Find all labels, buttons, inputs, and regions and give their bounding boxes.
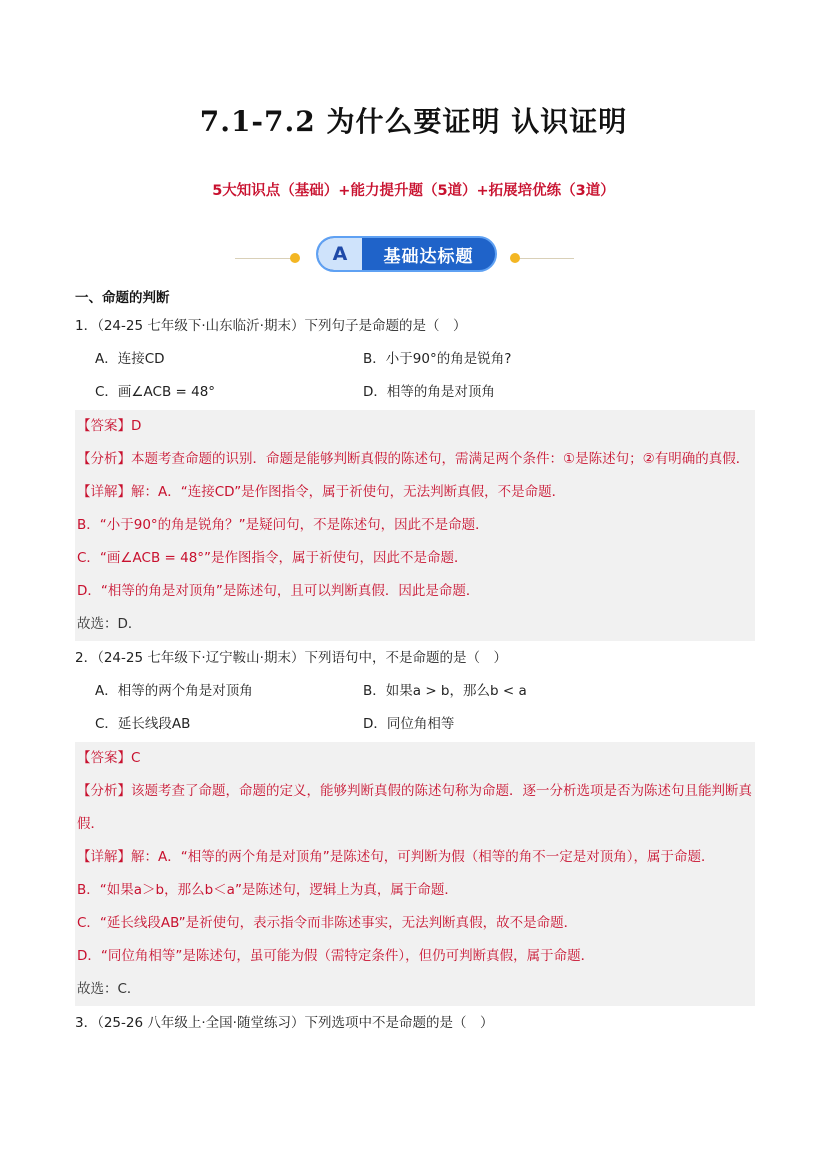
question-options xyxy=(75,675,755,741)
detail-line xyxy=(77,476,755,509)
question-stem: 2．（24-25 七年级下·辽宁鞍山·期末）下列语句中，不是命题的是（ ） xyxy=(75,650,507,666)
detail-line xyxy=(77,841,755,874)
section-body: D xyxy=(131,418,142,434)
detail-line: B．“小于90°的角是锐角？”是疑问句，不是陈述句，因此不是命题． xyxy=(77,517,489,533)
answer-line xyxy=(77,742,755,775)
detail-line: D．“相等的角是对顶角”是陈述句，且可以判断真假．因此是命题． xyxy=(77,583,480,599)
detail-line: B．“如果a＞b，那么b＜a”是陈述句，逻辑上为真，属于命题． xyxy=(77,882,458,898)
answer-box xyxy=(75,410,755,641)
section-tag: 【答案】 xyxy=(77,750,131,766)
section-body: 解：A．“连接CD”是作图指令，属于祈使句，无法判断真假，不是命题． xyxy=(131,484,566,500)
choice-line: 故选：D． xyxy=(77,616,142,632)
badge-letter: A xyxy=(318,238,362,270)
section-body: 该题考查了命题，命题的定义，能够判断真假的陈述句称为命题．逐一分析选项是否为陈述句且能判断真假． xyxy=(77,783,752,832)
section-banner xyxy=(0,234,827,274)
banner-right-line xyxy=(512,258,574,259)
option-c: C．画∠ACB = 48° xyxy=(95,384,216,400)
analysis-text xyxy=(77,443,755,476)
section-body: 本题考查命题的识别．命题是能够判断真假的陈述句，需满足两个条件：①是陈述句；②有明确的真假． xyxy=(131,451,750,467)
question-stem: 1．（24-25 七年级下·山东临沂·期末）下列句子是命题的是（ ） xyxy=(75,318,467,334)
option-d: D．同位角相等 xyxy=(363,716,455,732)
detail-line: C．“画∠ACB = 48°”是作图指令，属于祈使句，因此不是命题． xyxy=(77,550,468,566)
option-b: B．如果a > b，那么b < a xyxy=(363,683,527,699)
badge-text: 基础达标题 xyxy=(383,246,474,267)
option-a: A．连接CD xyxy=(95,351,165,367)
option-d: D．相等的角是对顶角 xyxy=(363,384,495,400)
section-tag: 【分析】 xyxy=(77,451,131,467)
analysis-text xyxy=(77,775,755,841)
content xyxy=(75,286,755,1040)
banner-left-dot xyxy=(290,253,300,263)
detail-line: D．“同位角相等”是陈述句，虽可能为假（需特定条件），但仍可判断真假，属于命题． xyxy=(77,948,595,964)
section-heading: 一、命题的判断 xyxy=(75,290,170,306)
banner-right-dot xyxy=(510,253,520,263)
answer-line xyxy=(77,410,755,443)
choice-line: 故选：C． xyxy=(77,981,141,997)
page-title: 7.1-7.2 为什么要证明 认识证明 xyxy=(199,105,628,138)
section-tag: 【答案】 xyxy=(77,418,131,434)
level-badge xyxy=(316,236,497,272)
section-tag: 【详解】 xyxy=(77,849,131,865)
question-options xyxy=(75,343,755,409)
question-stem: 3．（25-26 八年级上·全国·随堂练习）下列选项中不是命题的是（ ） xyxy=(75,1015,494,1031)
section-tag: 【分析】 xyxy=(77,783,131,799)
answer-box xyxy=(75,742,755,1006)
page-subtitle: 5大知识点（基础）+能力提升题（5道）+拓展培优练（3道） xyxy=(212,183,615,199)
option-a: A．相等的两个角是对顶角 xyxy=(95,683,253,699)
section-tag: 【详解】 xyxy=(77,484,131,500)
section-body: 解：A．“相等的两个角是对顶角”是陈述句，可判断为假（相等的角不一定是对顶角），属于命题． xyxy=(131,849,715,865)
section-body: C xyxy=(131,750,141,766)
option-b: B．小于90°的角是锐角? xyxy=(363,351,512,367)
option-c: C．延长线段AB xyxy=(95,716,191,732)
detail-line: C．“延长线段AB”是祈使句，表示指令而非陈述事实，无法判断真假，故不是命题． xyxy=(77,915,578,931)
banner-left-line xyxy=(235,258,297,259)
